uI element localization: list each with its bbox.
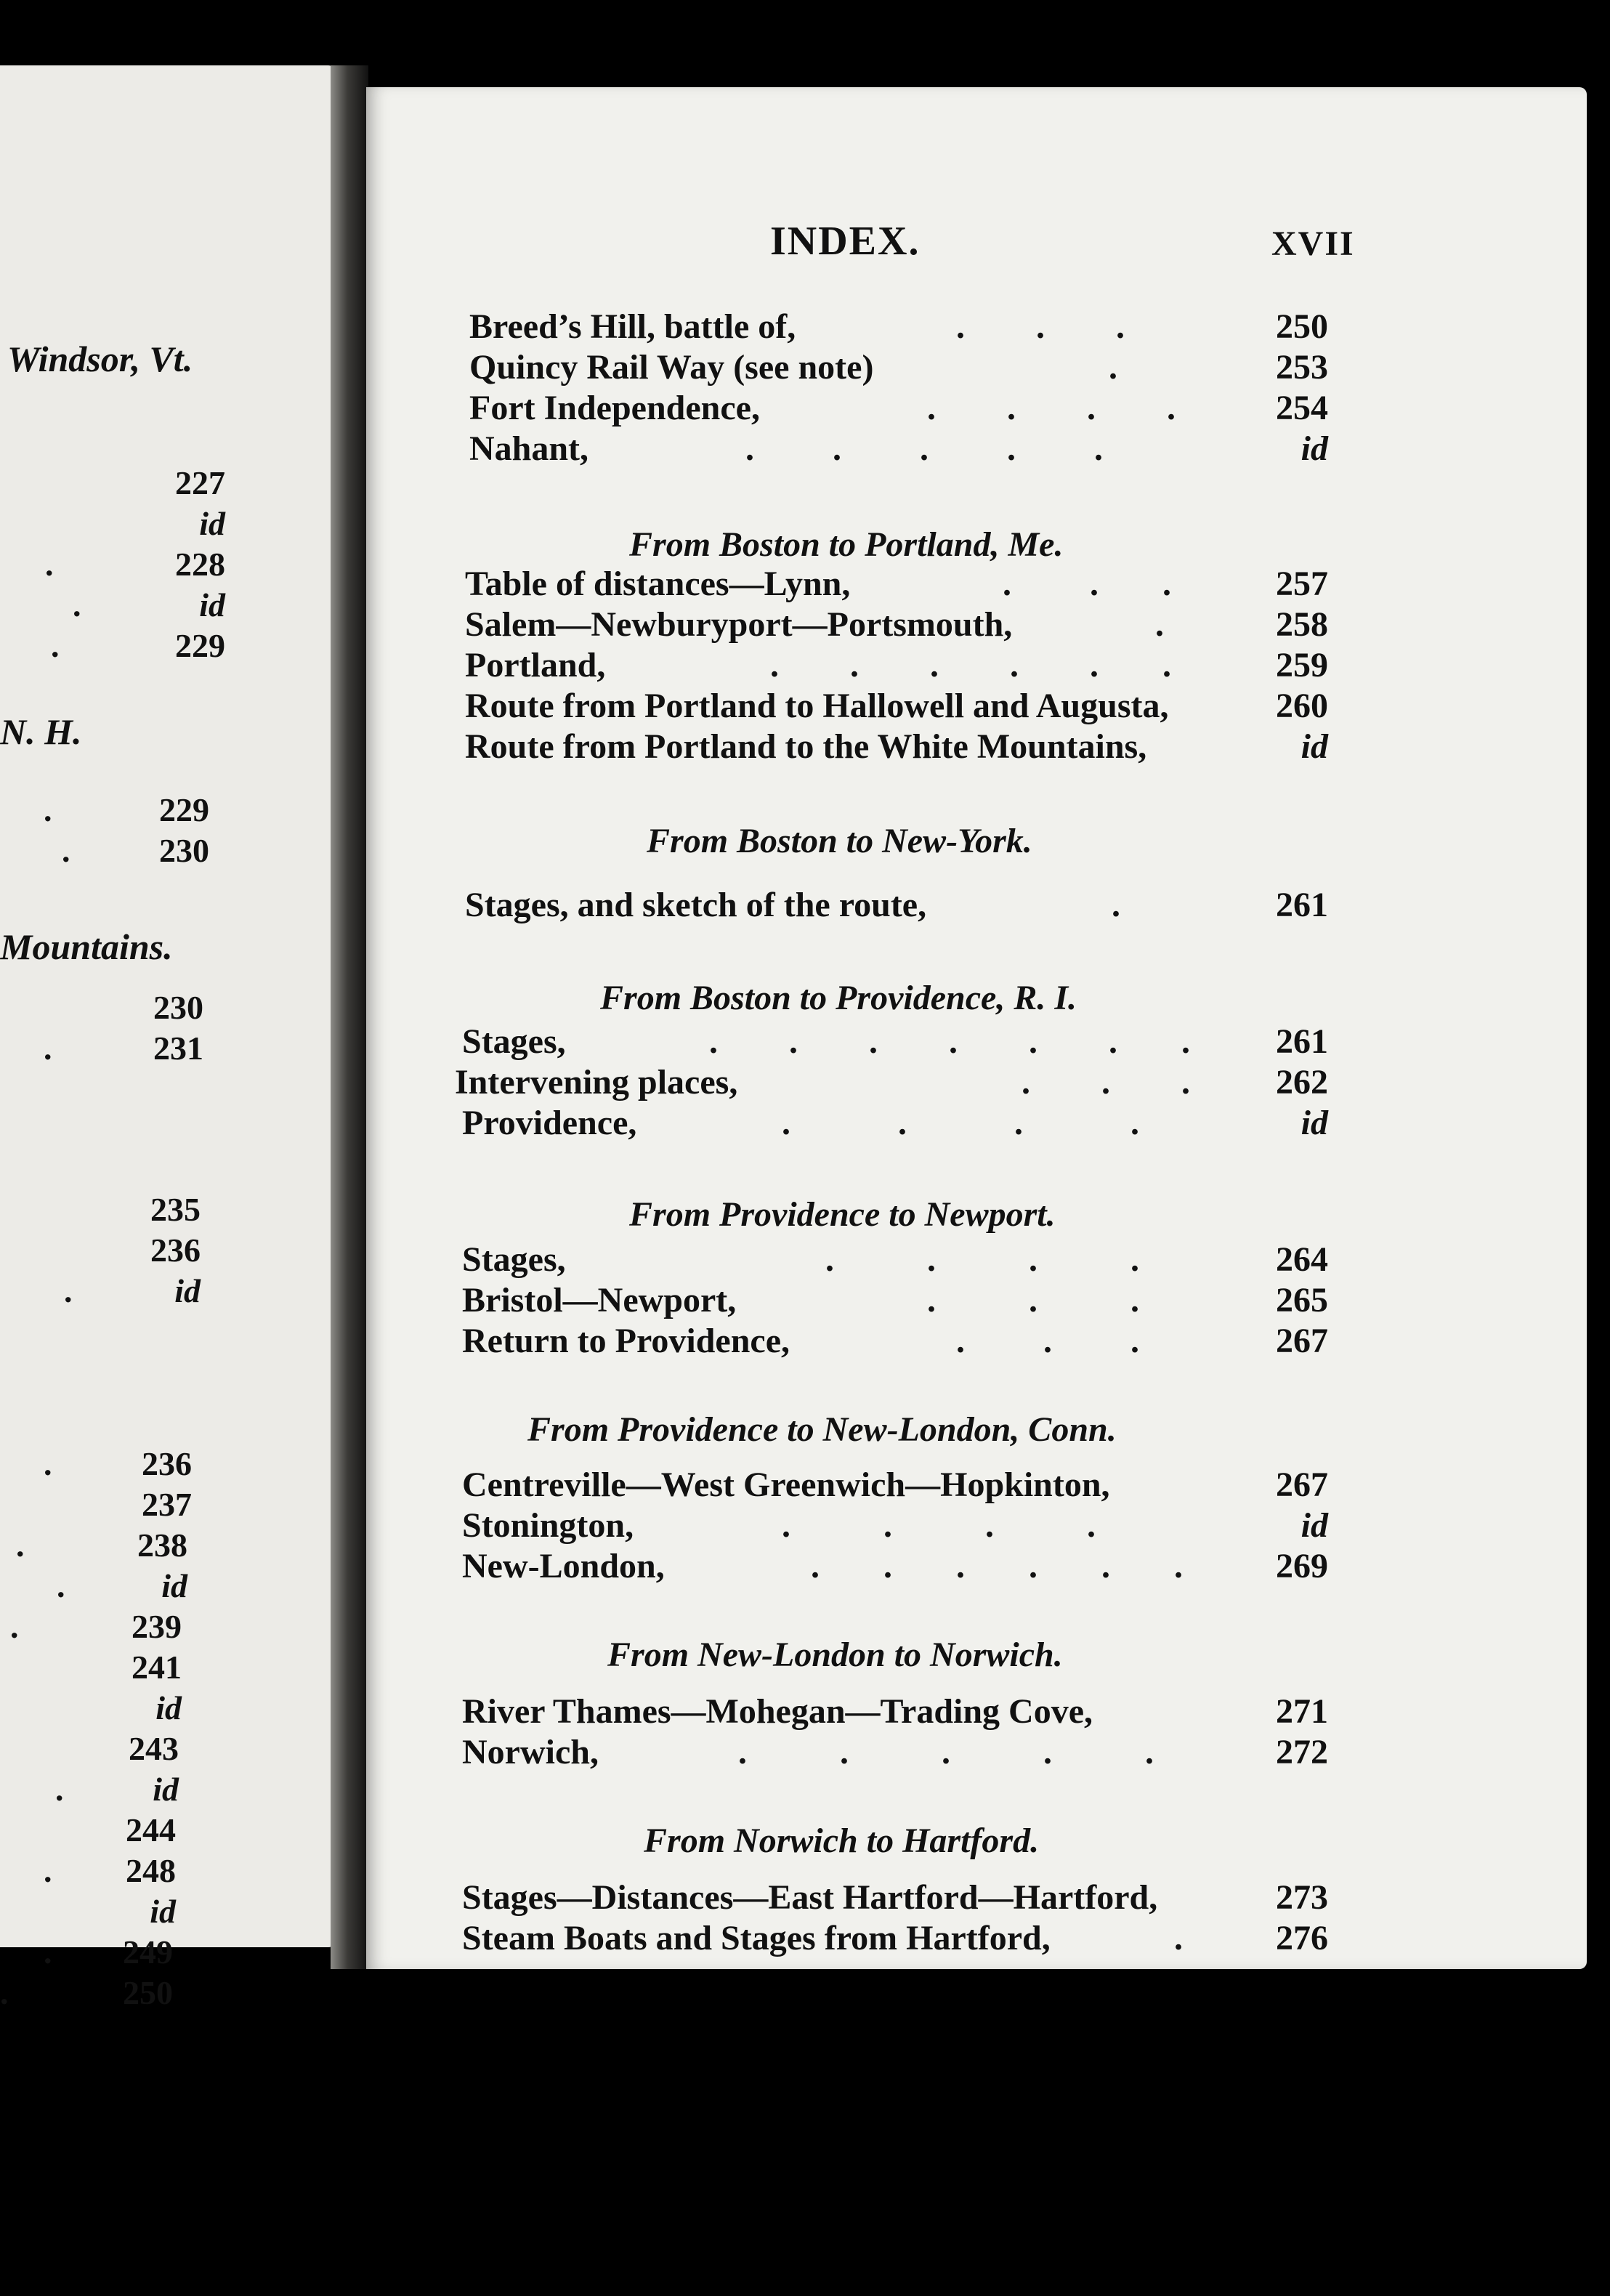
- left-heading-nh: N. H.: [0, 711, 82, 752]
- index-entry: Norwich, . . . . . 272: [462, 1733, 1328, 1771]
- page-number: XVII: [1271, 225, 1355, 263]
- index-entry: Bristol—Newport, . . . 265: [462, 1281, 1328, 1319]
- index-entry: Fort Independence, . . . . 254: [469, 389, 1328, 427]
- section-heading: From Providence to New-London, Conn.: [527, 1410, 1117, 1449]
- left-heading-mountains: Mountains.: [0, 926, 173, 967]
- index-entry: Portland, . . . . . . 259: [465, 646, 1328, 684]
- index-entry: Stages, . . . . . . . 261: [462, 1022, 1328, 1061]
- left-heading-windsor: Windsor, Vt.: [7, 339, 193, 379]
- index-entry: Table of distances—Lynn, . . . 257: [465, 565, 1328, 603]
- index-entry: Providence, . . . . id: [462, 1104, 1328, 1142]
- section-heading: From Boston to Portland, Me.: [629, 525, 1064, 564]
- index-entry: Route from Portland to the White Mountains, id: [465, 727, 1328, 766]
- index-entry: Stages, and sketch of the route, . 261: [465, 886, 1328, 924]
- index-entry: Breed’s Hill, battle of, . . . 250: [469, 307, 1328, 346]
- index-entry: Route from Portland to Hallowell and Augusta, 260: [465, 687, 1328, 725]
- index-entry: Stages—Distances—East Hartford—Hartford, 273: [462, 1878, 1328, 1917]
- index-entry: Intervening places, . . . 262: [455, 1063, 1328, 1101]
- index-entry: Steam Boats and Stages from Hartford, . 276: [462, 1919, 1328, 1957]
- index-entry: Nahant, . . . . . id: [469, 429, 1328, 468]
- index-entry: Stonington, . . . . id: [462, 1506, 1328, 1545]
- index-entry: River Thames—Mohegan—Trading Cove, 271: [462, 1692, 1328, 1731]
- section-heading: From New-London to Norwich.: [607, 1636, 1063, 1674]
- section-heading: From Providence to Newport.: [629, 1195, 1056, 1234]
- index-entry: Return to Providence, . . . 267: [462, 1322, 1328, 1360]
- section-heading: From Boston to Providence, R. I.: [600, 979, 1077, 1017]
- section-heading: From Boston to New-York.: [647, 822, 1032, 860]
- page-title: INDEX.: [770, 219, 921, 264]
- left-page: Windsor, Vt. 227 id . 228 . id . 229 N. H. . 229 . 230 Mountains. 230 . 231 235 236 . id . 236 237 . 238 . id . 239 241 id 243 . id 244 . 248 id . 249 . 250: [0, 65, 336, 1947]
- index-entry: Salem—Newburyport—Portsmouth, . 258: [465, 605, 1328, 644]
- index-entry: Centreville—West Greenwich—Hopkinton, 267: [462, 1466, 1328, 1504]
- section-heading: From Norwich to Hartford.: [644, 1822, 1040, 1860]
- index-entry: New-London, . . . . . . 269: [462, 1547, 1328, 1585]
- index-entry: Quincy Rail Way (see note) . 253: [469, 348, 1328, 387]
- index-entry: Stages, . . . . 264: [462, 1240, 1328, 1279]
